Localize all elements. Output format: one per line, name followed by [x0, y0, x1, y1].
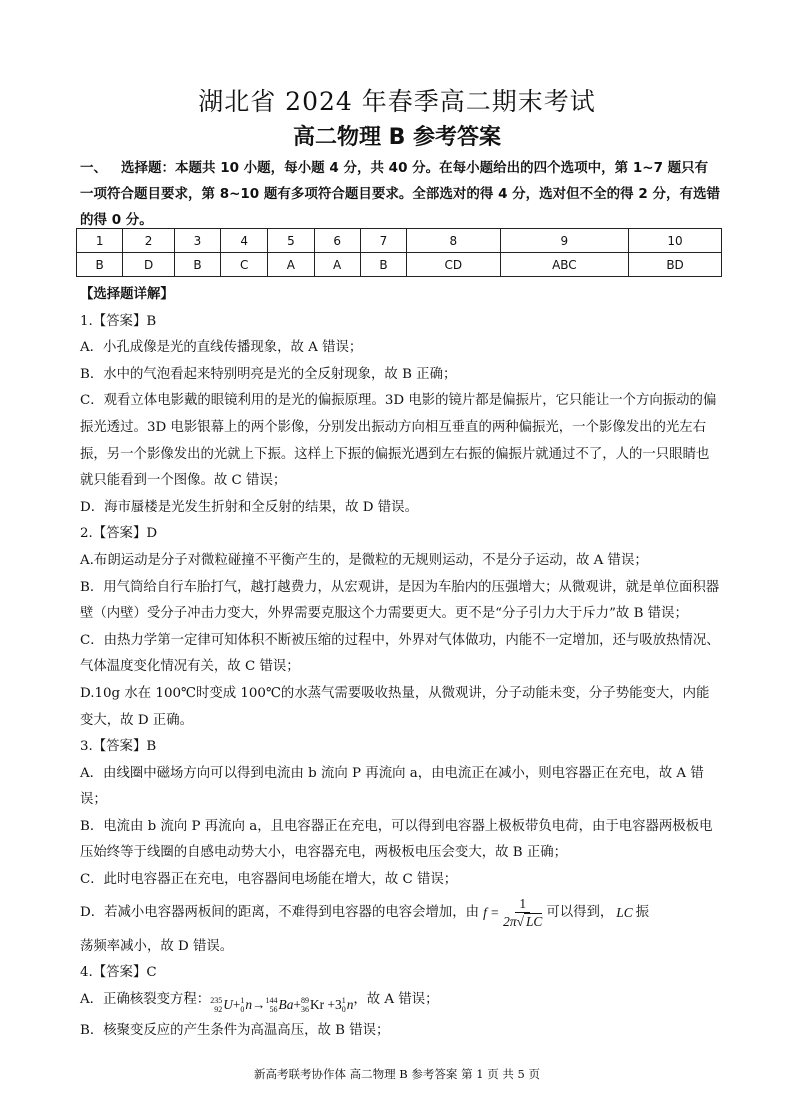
answer-cell: B — [174, 253, 220, 277]
answer-table-number-row — [77, 229, 722, 253]
isotope-numbers: 144 56 — [265, 995, 278, 1014]
question-number-cell: 9 — [500, 229, 629, 253]
q4-option-b: B．核聚变反应的产生条件为高温高压，故 B 错误； — [80, 1023, 390, 1039]
page-footer: 新高考联考协作体 高二物理 B 参考答案 第 1 页 共 5 页 — [254, 1067, 540, 1081]
q3-option-a: A．由线圈中磁场方向可以得到电流由 b 流向 P 再流向 a，由电流正在减小，则电容器正在充电，故 A 错误； — [80, 765, 704, 808]
fission-equation: 235 92 U + 1 0 n → 144 56 Ba + 89 36 Kr +3 1 0 n — [210, 995, 354, 1014]
q3-option-d-text-post: 可以得到， — [546, 905, 614, 921]
frequency-formula-lhs: f = — [483, 905, 500, 921]
q2-option-c: C．由热力学第一定律可知体积不断被压缩的过程中，外界对气体做功，内能不一定增加，还与吸放热情况、气体温度变化情况有关，故 C 错误； — [80, 632, 720, 675]
q2-option-a: A.布朗运动是分子对微粒碰撞不平衡产生的，是微粒的无规则运动，不是分子运动，故 A 错误； — [80, 552, 648, 568]
details-heading: 【选择题详解】 — [80, 287, 174, 302]
answer-table — [76, 228, 722, 277]
q4-option-a — [80, 987, 720, 1018]
q1-option-d: D．海市蜃楼是光发生折射和全反射的结果，故 D 错误。 — [80, 499, 418, 515]
explanations — [80, 282, 720, 1045]
answer-cell: B — [77, 253, 123, 277]
question-number-cell: 2 — [123, 229, 174, 253]
answer-cell: BD — [629, 253, 722, 277]
answer-cell: D — [123, 253, 174, 277]
frequency-formula-fraction — [503, 896, 542, 931]
page-subtitle: 高二物理 B 参考答案 — [292, 125, 502, 150]
q1-option-b: B．水中的气泡看起来特别明亮是光的全反射现象，故 B 正确； — [80, 366, 457, 382]
section-intro — [80, 155, 720, 233]
answer-cell: C — [221, 253, 268, 277]
q4-option-a-text-post: ，故 A 错误； — [353, 991, 439, 1007]
question-number-cell: 6 — [314, 229, 360, 253]
q2-option-d: D.10g 水在 100℃时变成 100℃的水蒸气需要吸收热量，从微观讲，分子动能未变，分子势能变大，内能变大，故 D 正确。 — [80, 685, 710, 728]
question-number-cell: 1 — [77, 229, 123, 253]
q3-option-d-line2: 荡频率减小，故 D 错误。 — [80, 938, 234, 954]
answer-cell: B — [360, 253, 406, 277]
answer-table-answer-row — [77, 253, 722, 277]
page-title: 湖北省 2024 年春季高二期末考试 — [198, 87, 596, 116]
answer-cell: A — [268, 253, 314, 277]
formula-sqrt-lc: LC — [525, 914, 543, 930]
formula-denominator: 2π√ LC — [503, 914, 543, 930]
question-number-cell: 8 — [407, 229, 500, 253]
answer-cell: CD — [407, 253, 500, 277]
q3-option-c: C．此时电容器正在充电，电容器间电场能在增大，故 C 错误； — [80, 872, 458, 888]
q1-answer-heading: 1.【答案】B — [80, 313, 157, 329]
answer-cell: ABC — [500, 253, 629, 277]
q1-option-c: C．观看立体电影戴的眼镜利用的是光的偏振原理。3D 电影的镜片都是偏振片，它只能让一个方向振动的偏振光透过。3D 电影银幕上的两个影像，分别发出振动方向相互垂直的两种偏振光，一个影像发出的光左右振，另一个影像发出的光就上下振。这样上下振的偏振光遇到左右振的偏振片就通过不了，人的一只眼睛也就只能看到一个图像。故 C 错误； — [80, 393, 717, 489]
q3-option-d-text: D．若减小电容器两板间的距离，不难得到电容器的电容会增加，由 — [80, 905, 480, 921]
isotope-numbers: 235 92 — [210, 995, 223, 1014]
isotope-numbers: 89 36 — [300, 995, 309, 1014]
lc-symbol: LC — [616, 905, 633, 921]
isotope-numbers: 1 0 — [240, 995, 245, 1014]
isotope-numbers: 1 0 — [341, 995, 346, 1014]
q1-option-a: A．小孔成像是光的直线传播现象，故 A 错误； — [80, 340, 363, 356]
answer-cell: A — [314, 253, 360, 277]
section-number: 一、 — [80, 160, 107, 176]
q3-answer-heading: 3.【答案】B — [80, 739, 157, 755]
q3-option-d — [80, 894, 720, 934]
formula-numerator: 1 — [515, 896, 530, 913]
q4-option-a-text: A．正确核裂变方程： — [80, 991, 211, 1007]
formula-two-pi: 2π — [503, 914, 517, 930]
question-number-cell: 7 — [360, 229, 406, 253]
question-number-cell: 5 — [268, 229, 314, 253]
q2-option-b: B．用气筒给自行车胎打气，越打越费力，从宏观讲，是因为车胎内的压强增大；从微观讲，就是单位面积器壁（内壁）受分子冲击力变大，外界需要克服这个力需要更大。更不是“分子引力大于斥力”故 B 错误； — [80, 579, 720, 622]
question-number-cell: 10 — [629, 229, 722, 253]
question-number-cell: 3 — [174, 229, 220, 253]
q2-answer-heading: 2.【答案】D — [80, 526, 158, 542]
question-number-cell: 4 — [221, 229, 268, 253]
q3-option-b: B．电流由 b 流向 P 再流向 a，且电容器正在充电，可以得到电容器上极板带负电荷，由于电容器两极板电压始终等于线圈的自感电动势大小，电容器充电，两极板电压会变大，故 B 正确； — [80, 818, 713, 861]
q4-answer-heading: 4.【答案】C — [80, 965, 157, 981]
section-instructions: 选择题：本题共 10 小题，每小题 4 分，共 40 分。在每小题给出的四个选项中，第 1~7 题只有一项符合题目要求，第 8~10 题有多项符合题目要求。全部选对的得 4 分，选对但不全的得 2 分，有选错的得 0 分。 — [80, 160, 720, 228]
q3-option-d-text-post2: 振 — [635, 905, 650, 921]
